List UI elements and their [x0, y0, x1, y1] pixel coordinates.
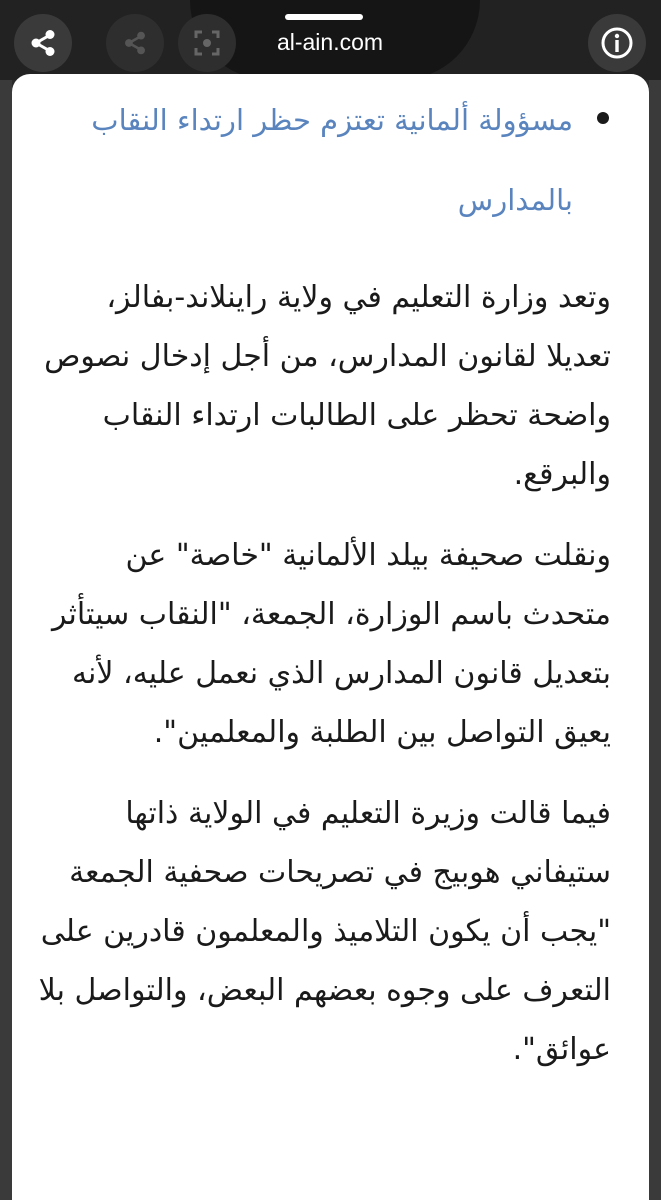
related-article-item [32, 80, 611, 240]
scan-button[interactable] [178, 14, 236, 72]
sheet-grabber[interactable] [285, 14, 363, 20]
article-paragraph: ونقلت صحيفة بيلد الألمانية "خاصة" عن متحدث باسم الوزارة، الجمعة، "النقاب سيتأثر بتعديل قانون المدارس الذي نعمل عليه، لأنه يعيق التواصل بين الطلبة والمعلمين". [51, 538, 611, 750]
browser-toolbar [0, 0, 661, 80]
share-icon [28, 28, 58, 58]
secondary-share-button[interactable] [106, 14, 164, 72]
left-edge [0, 80, 12, 1200]
scan-icon [193, 29, 221, 57]
share-button[interactable] [14, 14, 72, 72]
url-text[interactable]: al-ain.com [276, 29, 384, 55]
right-edge [649, 80, 661, 1200]
article-body [12, 74, 649, 1079]
related-article-link[interactable]: مسؤولة ألمانية تعتزم حظر ارتداء النقاب بالمدارس [91, 103, 573, 217]
bullet-icon [597, 112, 609, 124]
info-button[interactable] [588, 14, 646, 72]
info-icon [600, 26, 634, 60]
article-paragraph: وتعد وزارة التعليم في ولاية راينلاند-بفالز، تعديلا لقانون المدارس، من أجل إدخال نصوص واضحة تحظر على الطالبات ارتداء النقاب والبرقع. [44, 280, 611, 492]
share-icon [122, 30, 148, 56]
article-paragraph: فيما قالت وزيرة التعليم في الولاية ذاتها ستيفاني هوبيج في تصريحات صحفية الجمعة "يجب أن يكون التلاميذ والمعلمون قادرين على التعرف على وجوه بعضهم البعض، والتواصل بلا عوائق". [38, 796, 611, 1067]
article-sheet [12, 74, 649, 1200]
